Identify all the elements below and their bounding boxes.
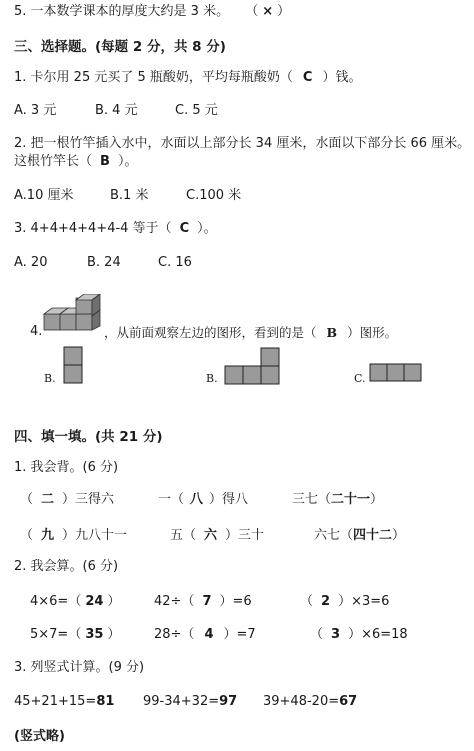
q1-option-b: B. 4 元 — [95, 103, 138, 118]
s1-r1-c1 — [20, 491, 114, 509]
s2-r1-c2-before: 42÷（ — [154, 594, 195, 609]
q2-line2 — [14, 153, 137, 171]
section-4-heading: 四、填一填。(共 21 分) — [14, 429, 163, 445]
section-3-heading: 三、选择题。(每题 2 分，共 8 分) — [14, 39, 226, 55]
s3-item-1 — [14, 693, 114, 711]
s1-r1-c3-before: 三七（ — [292, 492, 332, 507]
cube-stack-figure — [42, 294, 104, 336]
s1-r2-c1-before: （ — [20, 528, 34, 543]
q4-option-1-label: B. — [44, 372, 56, 385]
q2-line1: 2. 把一根竹竿插入水中，水面以上部分长 34 厘米，水面以下部分长 66 厘米。 — [14, 136, 471, 151]
s2-r1-c1-after: ） — [107, 594, 121, 609]
s2-r1-c1-answer: 24 — [85, 594, 104, 609]
q4-text — [104, 323, 397, 341]
q3-text-before: 3. 4+4+4+4+4-4 等于（ — [14, 221, 172, 236]
q3-option-a: A. 20 — [14, 255, 48, 270]
q2-text-after: ）。 — [117, 154, 138, 169]
s3-title: 3. 列竖式计算。(9 分) — [14, 660, 145, 675]
s2-r2-c3-answer: 3 — [331, 627, 341, 642]
s1-r2-c2-answer: 六 — [204, 528, 218, 543]
q1-text-after: ）钱。 — [322, 70, 362, 85]
s1-r2-c2 — [170, 527, 264, 545]
q4-option-3-figure — [369, 363, 423, 383]
q5-open: （ — [245, 4, 259, 19]
q2-option-c: C.100 米 — [186, 188, 242, 203]
q2-answer: B — [100, 154, 110, 169]
q3-text-after: ）。 — [197, 221, 217, 236]
mc-q3 — [14, 220, 217, 238]
s1-r1-c3 — [292, 491, 383, 509]
s2-r1-c2-after: ）=6 — [219, 594, 252, 609]
s2-r1-c3-answer: 2 — [321, 594, 331, 609]
s3-item-2 — [143, 693, 237, 711]
q3-option-c: C. 16 — [158, 255, 192, 270]
s1-r1-c1-answer: 二 — [41, 492, 55, 507]
q5-text: 5. 一本数学课本的厚度大约是 3 米。 — [14, 4, 230, 19]
q1-text-before: 1. 卡尔用 25 元买了 5 瓶酸奶，平均每瓶酸奶（ — [14, 70, 293, 85]
s2-r2-c3 — [310, 626, 408, 644]
s3-item-2-answer: 97 — [219, 694, 238, 709]
s2-r1-c3-before: （ — [300, 594, 314, 609]
s1-r2-c2-after: ）三十 — [225, 528, 265, 543]
q5-answer: × — [262, 4, 274, 19]
s2-title: 2. 我会算。(6 分) — [14, 559, 119, 574]
s2-r1-c3-after: ）×3=6 — [338, 594, 390, 609]
s1-r2-c3 — [314, 527, 405, 545]
s1-r2-c2-before: 五（ — [170, 528, 197, 543]
judgment-q5 — [14, 3, 290, 21]
s3-item-1-expr: 45+21+15= — [14, 694, 97, 709]
s2-r1-c2 — [154, 593, 252, 611]
q3-option-b: B. 24 — [87, 255, 121, 270]
s1-r2-c1 — [20, 527, 127, 545]
cube-front-1 — [44, 314, 60, 330]
mc-q1 — [14, 69, 361, 87]
s1-r1-c3-answer: 二十一 — [331, 492, 371, 507]
s2-r2-c2-answer: 4 — [204, 627, 214, 642]
s1-r1-c2-answer: 八 — [190, 492, 204, 507]
q3-answer: C — [179, 221, 190, 236]
s1-r2-c3-after: ） — [392, 528, 406, 543]
s1-r1-c1-before: （ — [20, 492, 34, 507]
s2-r2-c3-before: （ — [310, 627, 324, 642]
cube-front-3 — [76, 314, 92, 330]
s2-r2-c1-after: ） — [107, 627, 121, 642]
s2-r1-c1 — [30, 593, 120, 611]
q4-answer: B — [326, 325, 338, 340]
s1-r1-c2 — [158, 491, 248, 509]
s2-r2-c1 — [30, 626, 120, 644]
q4-option-1-figure — [63, 346, 83, 384]
s2-r1-c2-answer: 7 — [202, 594, 212, 609]
s1-title: 1. 我会背。(6 分) — [14, 460, 119, 475]
s2-r2-c2 — [154, 626, 256, 644]
q4-option-2-label: B. — [206, 372, 218, 385]
s1-r1-c3-after: ） — [370, 492, 384, 507]
q4-option-2-figure — [224, 347, 280, 385]
q1-answer: C — [302, 70, 313, 85]
s2-r2-c1-before: 5×7=（ — [30, 627, 82, 642]
q2-option-a: A.10 厘米 — [14, 188, 74, 203]
s1-r2-c1-answer: 九 — [41, 528, 55, 543]
s3-item-3 — [263, 693, 357, 711]
q2-option-b: B.1 米 — [110, 188, 149, 203]
s3-item-2-expr: 99-34+32= — [143, 694, 220, 709]
s2-r1-c1-before: 4×6=（ — [30, 594, 82, 609]
q4-text-before: ，从前面观察左边的图形，看到的是（ — [104, 325, 317, 340]
q4-number: 4. — [30, 324, 43, 339]
q4-text-after: ）图形。 — [347, 325, 398, 340]
cube-front-2 — [60, 314, 76, 330]
s2-r2-c1-answer: 35 — [85, 627, 104, 642]
s2-r2-c2-before: 28÷（ — [154, 627, 195, 642]
s1-r1-c1-after: ）三得六 — [62, 492, 115, 507]
s3-note: (竖式略) — [14, 729, 65, 744]
s1-r2-c1-after: ）九八十一 — [62, 528, 128, 543]
s1-r2-c3-answer: 四十二 — [353, 528, 393, 543]
s1-r2-c3-before: 六七（ — [314, 528, 354, 543]
s2-r2-c2-after: ）=7 — [223, 627, 256, 642]
q5-close: ） — [277, 4, 291, 19]
s3-item-3-expr: 39+48-20= — [263, 694, 340, 709]
s3-item-1-answer: 81 — [96, 694, 115, 709]
q4-option-3-label: C. — [354, 372, 366, 385]
q1-option-c: C. 5 元 — [175, 103, 218, 118]
s1-r1-c2-before: 一（ — [158, 492, 185, 507]
q2-text-before: 这根竹竿长（ — [14, 154, 93, 169]
s1-r1-c2-after: ）得八 — [209, 492, 249, 507]
s3-item-3-answer: 67 — [339, 694, 358, 709]
s2-r2-c3-after: ）×6=18 — [348, 627, 408, 642]
s2-r1-c3 — [300, 593, 389, 611]
q1-option-a: A. 3 元 — [14, 103, 57, 118]
